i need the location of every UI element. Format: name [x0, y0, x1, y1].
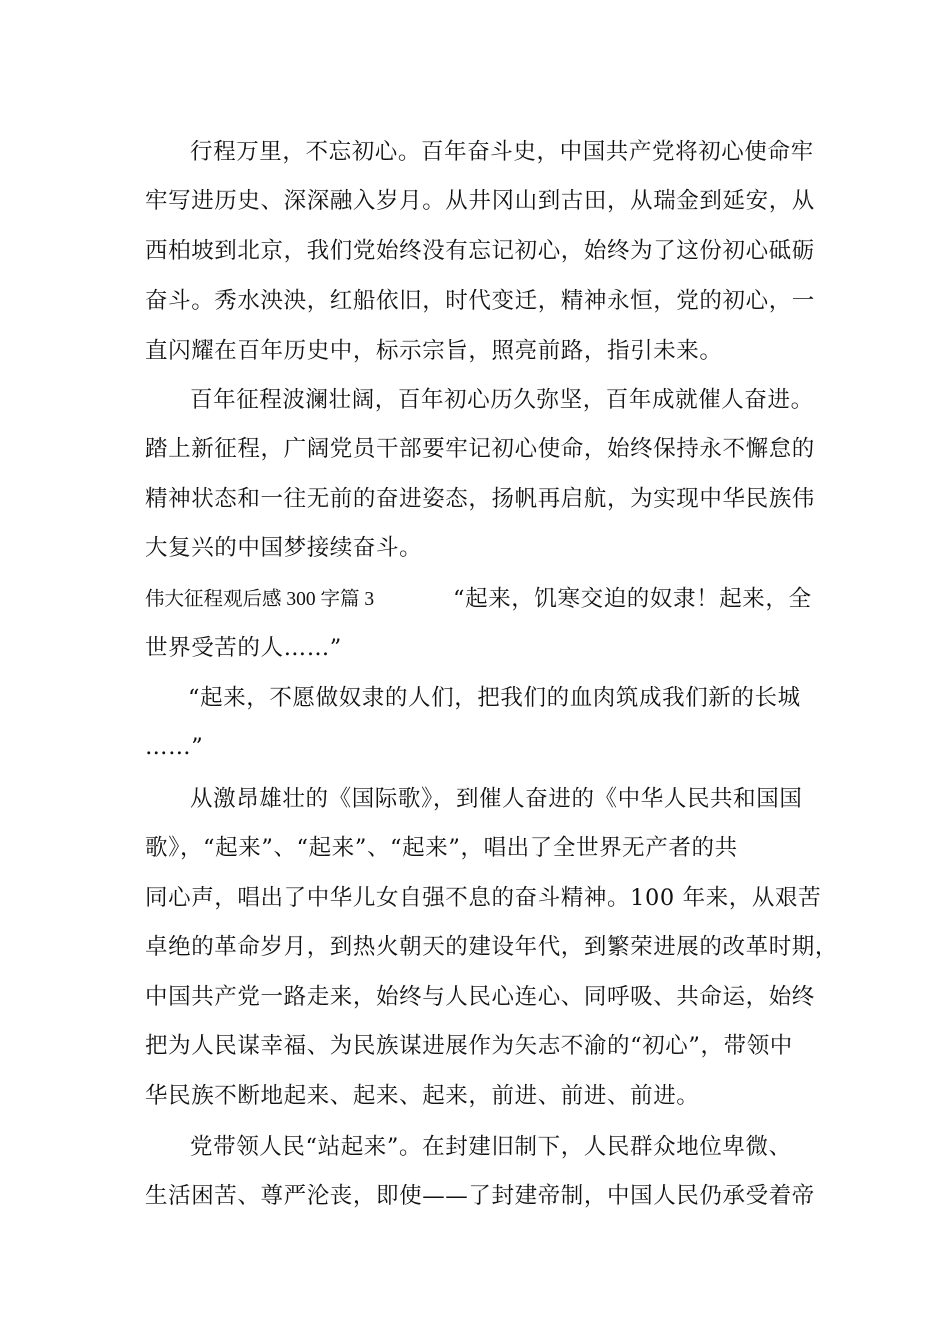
paragraph-1-line-3: 西柏坡到北京，我们党始终没有忘记初心，始终为了这份初心砥砺 — [145, 238, 815, 264]
paragraph-3-line-1: 从激昂雄壮的《国际歌》，到催人奋进的《中华人民共和国国 — [190, 786, 803, 812]
quote-2-line-2: ……” — [145, 734, 204, 760]
paragraph-1-line-2: 牢写进历史、深深融入岁月。从井冈山到古田，从瑞金到延安，从 — [145, 188, 815, 214]
paragraph-3-line-7: 华民族不断地起来、起来、起来，前进、前进、前进。 — [145, 1083, 700, 1109]
section-title: 伟大征程观后感 300 字篇 3 — [145, 589, 375, 610]
paragraph-3-line-5: 中国共产党一路走来，始终与人民心连心、同呼吸、共命运，始终 — [145, 984, 815, 1010]
paragraph-4-line-1: 党带领人民“站起来”。在封建旧制下，人民群众地位卑微、 — [190, 1134, 792, 1160]
paragraph-1-line-5: 直闪耀在百年历史中，标示宗旨，照亮前路，指引未来。 — [145, 338, 723, 364]
quote-1-line-1: “起来，饥寒交迫的奴隶！起来，全 — [453, 586, 812, 612]
paragraph-3-line-3: 同心声，唱出了中华儿女自强不息的奋斗精神。100 年来，从艰苦 — [145, 885, 822, 911]
paragraph-3-line-4: 卓绝的革命岁月，到热火朝天的建设年代，到繁荣进展的改革时期， — [145, 934, 839, 960]
paragraph-3-line-2: 歌》，“起来”、“起来”、“起来”，唱出了全世界无产者的共 — [145, 835, 738, 861]
paragraph-3-line-6: 把为人民谋幸福、为民族谋进展作为矢志不渝的“初心”，带领中 — [145, 1033, 793, 1059]
quote-2-line-1: “起来，不愿做奴隶的人们，把我们的血肉筑成我们新的长城 — [188, 685, 801, 711]
quote-1-line-2: 世界受苦的人……” — [145, 635, 342, 661]
paragraph-2-line-1: 百年征程波澜壮阔，百年初心历久弥坚，百年成就催人奋进。 — [190, 387, 814, 413]
paragraph-1-line-4: 奋斗。秀水泱泱，红船依旧，时代变迁，精神永恒，党的初心，一 — [145, 288, 815, 314]
paragraph-2-line-3: 精神状态和一往无前的奋进姿态，扬帆再启航，为实现中华民族伟 — [145, 486, 815, 512]
paragraph-4-line-2: 生活困苦、尊严沦丧，即使——了封建帝制，中国人民仍承受着帝 — [145, 1183, 815, 1209]
paragraph-2-line-2: 踏上新征程，广阔党员干部要牢记初心使命，始终保持永不懈怠的 — [145, 436, 815, 462]
paragraph-2-line-4: 大复兴的中国梦接续奋斗。 — [145, 535, 423, 561]
paragraph-1-line-1: 行程万里，不忘初心。百年奋斗史，中国共产党将初心使命牢 — [190, 139, 814, 165]
